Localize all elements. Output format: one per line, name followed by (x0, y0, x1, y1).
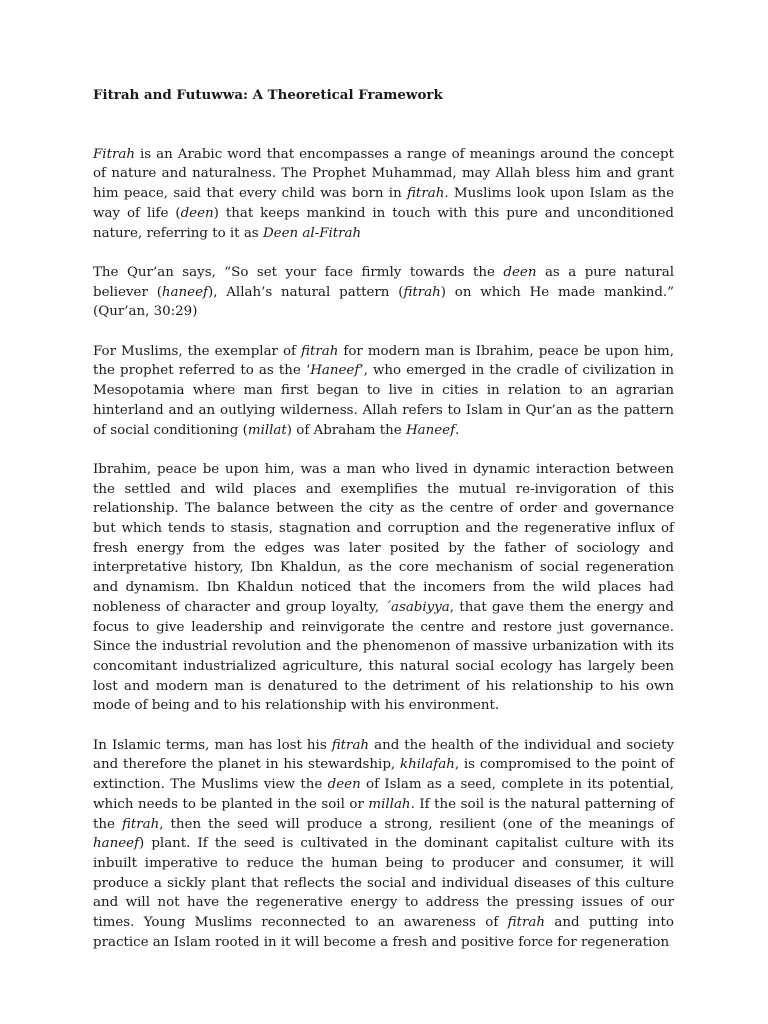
italic-term: haneef (93, 836, 140, 852)
text-run: ), Allah’s natural pattern ( (207, 284, 404, 300)
text-run: ) that keeps mankind in touch with this pure and unconditioned nature, referring to it as (93, 205, 675, 241)
italic-term: millat (247, 422, 287, 438)
document-page (93, 86, 674, 952)
italic-term: fitrah (121, 816, 160, 832)
italic-term: deen (503, 264, 537, 280)
italic-term: ´asabiyya (384, 599, 450, 615)
text-run: ) of Abraham the (286, 422, 406, 438)
italic-term: haneef (161, 284, 208, 300)
text-run: as a pure natural believer ( (93, 264, 674, 300)
body-paragraph (93, 263, 674, 322)
text-run: is an Arabic word that encompasses a range of meanings around the concept of nature and naturalness. The Prophet Muhammad, may Allah bless him and grant him peace, said that every child was born in (93, 146, 674, 202)
text-run: ’, who emerged in the cradle of civilization in Mesopotamia where man first began to live in cities in relation to an agrarian hinterland and an outlying wilderness. Allah refers to Islam in Qur’an as the pattern of social conditioning ( (93, 363, 674, 438)
text-run: of Islam as a seed, complete in its potential, which needs to be planted in the soil or (93, 777, 674, 812)
text-run: and the health of the individual and society and therefore the planet in his stewardship, (93, 737, 675, 773)
text-run: Ibrahim, peace be upon him, was a man who lived in dynamic interaction between the settled and wild places and exemplifies the mutual re-invigoration of this relationship. The balance between the city as the centre of order and governance but which tends to stasis, stagnation and corruption and the regenerative influx of fresh energy from the edges was later posited by the father of sociology and interpretative history, Ibn Khaldun, as the core mechanism of social regeneration and dynamism. Ibn Khaldun noticed that the incomers from the wild places had nobleness of character and group loyalty, (93, 461, 674, 615)
italic-term: Haneef (405, 422, 456, 438)
italic-term: fitrah (403, 284, 441, 300)
body-paragraph (93, 342, 674, 441)
text-run: In Islamic terms, man has lost his (93, 737, 332, 753)
body-paragraph (93, 736, 674, 953)
italic-term: Haneef (310, 363, 360, 379)
text-run: for modern man is Ibrahim, peace be upon him, the prophet referred to as the ‘ (93, 343, 675, 379)
text-run: For Muslims, the exemplar of (93, 343, 302, 359)
italic-term: Fitrah (93, 146, 135, 162)
italic-term: deen (327, 777, 361, 793)
body-paragraph (93, 145, 674, 244)
text-run: The Qur’an says, “So set your face firmly towards the (93, 264, 504, 280)
italic-term: khilafah (399, 757, 455, 773)
text-run: . If the soil is the natural patterning of the (93, 796, 674, 832)
text-run: ) plant. If the seed is cultivated in the dominant capitalist culture with its inbuilt imperative to reduce the human being to producer and consumer, it will produce a sickly plant that reflects the social and individual diseases of this culture and will not have the regenerative energy to address the pressing issues of our times. Young Muslims reconnected to an awareness of (93, 836, 674, 931)
text-run: . Muslims look upon Islam as the way of life ( (93, 186, 674, 221)
document-body (93, 145, 674, 953)
italic-term: deen (180, 205, 214, 221)
italic-term: fitrah (507, 915, 545, 931)
text-run: , then the seed will produce a strong, resilient (one of the meanings of (159, 816, 675, 832)
italic-term: fitrah (331, 737, 370, 753)
italic-term: millah (368, 796, 411, 812)
body-paragraph (93, 460, 674, 716)
document-title: Fitrah and Futuwwa: A Theoretical Framework (93, 87, 443, 103)
text-run: , is compromised to the point of extinction. The Muslims view the (93, 757, 674, 793)
italic-term: fitrah (301, 343, 339, 359)
italic-term: Deen al-Fitrah (262, 225, 362, 241)
text-run: ) on which He made mankind.” (Qur’an, 30:29) (93, 284, 675, 320)
italic-term: fitrah (407, 186, 445, 202)
text-run: , that gave them the energy and focus to give leadership and reinvigorate the centre and restore just governance. Since the industrial revolution and the phenomenon of massive urbanization with its concomitant industrialized agriculture, this natural social ecology has largely been lost and modern man is denatured to the detriment of his relationship to his own mode of being and to his relationship with his environment. (93, 599, 674, 714)
text-run: and putting into practice an Islam rooted in it will become a fresh and positive force for regeneration (93, 915, 674, 950)
text-run: . (455, 422, 460, 438)
